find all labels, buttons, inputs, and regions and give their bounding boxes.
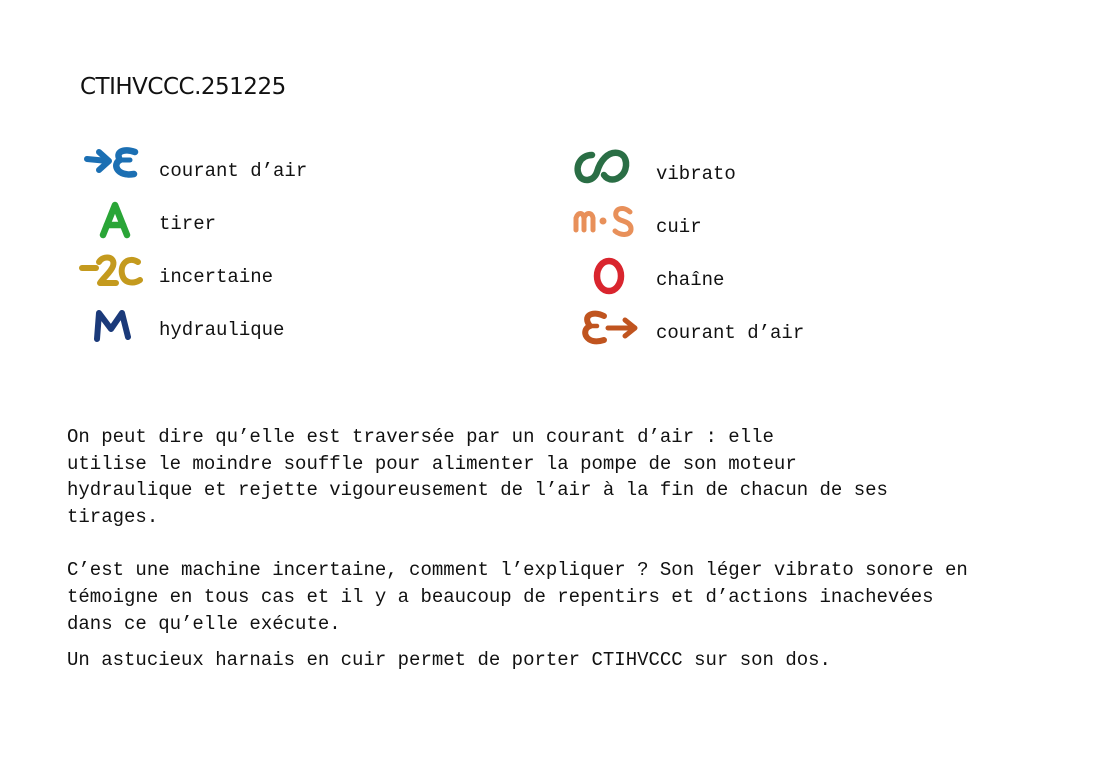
m-dot-s-icon <box>570 200 640 244</box>
legend-label: incertaine <box>159 266 274 288</box>
letter-o-icon <box>570 253 640 297</box>
legend-label: chaîne <box>656 269 725 291</box>
legend-label: hydraulique <box>159 319 285 341</box>
minus-2c-icon <box>78 250 148 294</box>
document-title: CTIHVCCC.251225 <box>80 74 286 100</box>
legend-label: tirer <box>159 213 217 235</box>
wave-cs-icon <box>570 147 640 191</box>
letter-m-icon <box>78 303 148 347</box>
letter-a-icon <box>78 197 148 241</box>
arrow-into-epsilon-icon <box>78 144 148 188</box>
epsilon-arrow-out-icon <box>570 306 640 350</box>
legend-label: vibrato <box>656 163 736 185</box>
legend-label: cuir <box>656 216 702 238</box>
paragraph-2: C’est une machine incertaine, comment l’expliquer ? Son léger vibrato sonore en témoigne en tous cas et il y a beaucoup de repentirs et d’actions inachevées dans ce qu’elle exécute. <box>67 559 968 635</box>
paragraph-3: Un astucieux harnais en cuir permet de porter CTIHVCCC sur son dos. <box>67 649 831 672</box>
legend-label: courant d’air <box>656 322 805 344</box>
legend-label: courant d’air <box>159 160 308 182</box>
paragraph-1: On peut dire qu’elle est traversée par un courant d’air : elle utilise le moindre souffle pour alimenter la pompe de son moteur hydraulique et rejette vigoureusement de l’air à la fin de chacun de ses tirages. <box>67 426 888 528</box>
description-text <box>67 424 1067 674</box>
